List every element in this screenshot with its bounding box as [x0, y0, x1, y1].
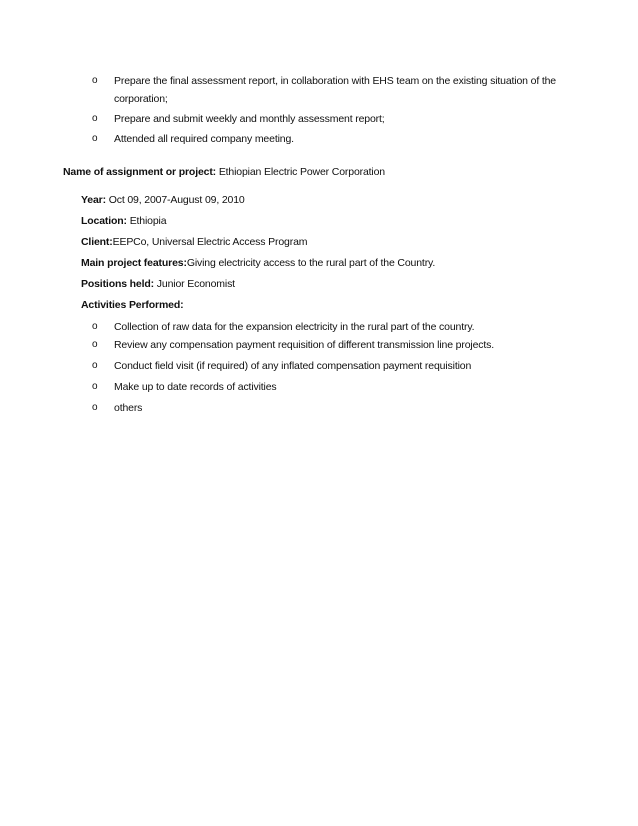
- year-value: Oct 09, 2007-August 09, 2010: [108, 194, 245, 206]
- list-item: [92, 357, 552, 375]
- location-line: [81, 213, 166, 229]
- list-item: [92, 318, 552, 336]
- list-item: [92, 378, 552, 396]
- list-item-text: Attended all required company meeting.: [114, 133, 294, 145]
- bullet-marker: o: [92, 339, 98, 350]
- list-item: [92, 110, 582, 128]
- list-item-text: Prepare and submit weekly and monthly assessment report;: [114, 113, 385, 125]
- client-line: [81, 234, 307, 250]
- features-value: Giving electricity access to the rural part of the Country.: [186, 257, 436, 269]
- list-item: [92, 72, 582, 108]
- activities-heading: Activities Performed:: [81, 299, 184, 311]
- list-item-text: Collection of raw data for the expansion electricity in the rural part of the country.: [114, 321, 475, 333]
- features-label: Main project features:: [81, 257, 187, 269]
- activities-list: [92, 318, 552, 420]
- list-item-text: Prepare the final assessment report, in collaboration with EHS team on the existing situation of the corporation;: [114, 75, 556, 105]
- assignment-value: Ethiopian Electric Power Corporation: [218, 166, 385, 178]
- bullet-marker: o: [92, 113, 98, 124]
- bullet-marker: o: [92, 75, 98, 86]
- bullet-marker: o: [92, 133, 98, 144]
- list-item: [92, 399, 552, 417]
- bullet-marker: o: [92, 381, 98, 392]
- location-label: Location:: [81, 215, 127, 227]
- position-value: Junior Economist: [156, 278, 235, 290]
- list-item-text: Make up to date records of activities: [114, 381, 277, 393]
- position-line: [81, 276, 235, 292]
- position-label: Positions held:: [81, 278, 155, 290]
- assignment-label: Name of assignment or project:: [63, 166, 217, 178]
- bullet-marker: o: [92, 321, 98, 332]
- bullet-marker: o: [92, 402, 98, 413]
- features-line: [81, 255, 435, 271]
- list-item: [92, 130, 582, 148]
- bullet-marker: o: [92, 360, 98, 371]
- assignment-line: [63, 164, 385, 180]
- list-item-text: Review any compensation payment requisition of different transmission line projects.: [114, 339, 494, 351]
- list-item-text: others: [114, 402, 143, 414]
- responsibilities-list: [92, 72, 582, 150]
- year-label: Year:: [81, 194, 106, 206]
- year-line: [81, 192, 245, 208]
- client-label: Client:: [81, 236, 113, 248]
- location-value: Ethiopia: [129, 215, 167, 227]
- client-value: EEPCo, Universal Electric Access Program: [112, 236, 308, 248]
- list-item-text: Conduct field visit (if required) of any inflated compensation payment requisition: [114, 360, 472, 372]
- list-item: [92, 336, 552, 354]
